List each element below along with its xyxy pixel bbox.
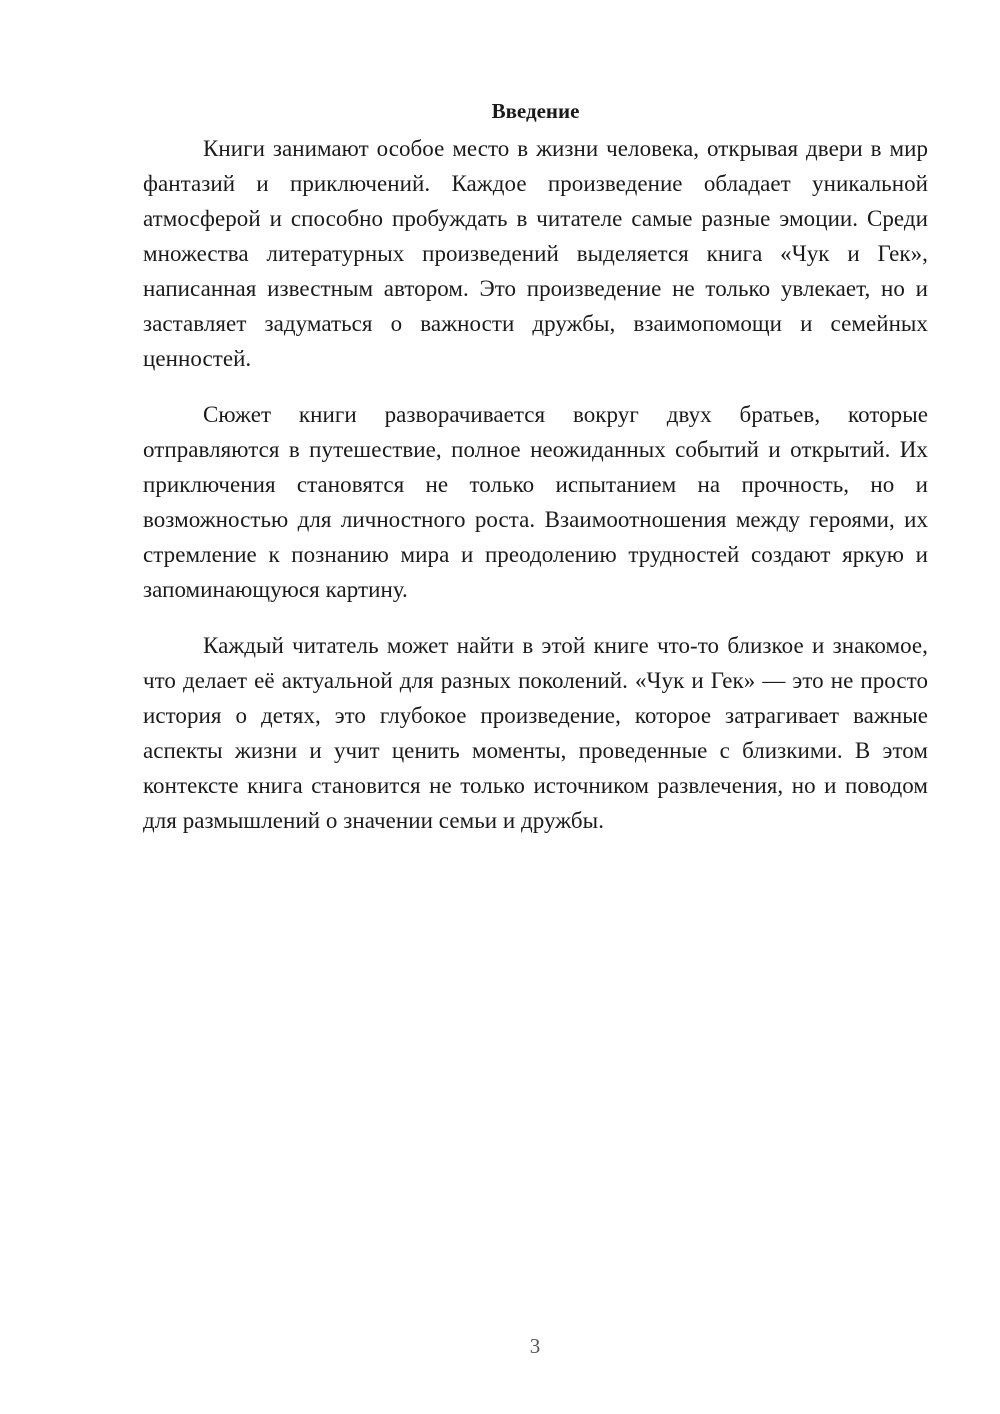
paragraph-3: Каждый читатель может найти в этой книге что-то близкое и знакомое, что делает её актуальной для разных поколений. «Чук и Гек» — это не просто история о детях, это глубокое произведение, которое затрагивает важные аспекты жизни и учит ценить моменты, проведенные с близкими. В этом контексте книга становится не только источником развлечения, но и поводом для размышлений о значении семьи и дружбы.	[143, 633, 928, 833]
paragraph-1: Книги занимают особое место в жизни человека, открывая двери в мир фантазий и приключений. Каждое произведение обладает уникальной атмосферой и способно пробуждать в читателе самые разные эмоции. Среди множества литературных произведений выделяется книга «Чук и Гек», написанная известным автором. Это произведение не только увлекает, но и заставляет задуматься о важности дружбы, взаимопомощи и семейных ценностей.	[143, 136, 928, 371]
paragraph-2: Сюжет книги разворачивается вокруг двух братьев, которые отправляются в путешествие, полное неожиданных событий и открытий. Их приключения становятся не только испытанием на прочность, но и возможностью для личностного роста. Взаимоотношения между героями, их стремление к познанию мира и преодолению трудностей создают яркую и запоминающуюся картину.	[143, 402, 928, 602]
page-content	[143, 96, 928, 838]
page-number: 3	[529, 1334, 541, 1358]
section-title: Введение	[491, 99, 580, 123]
